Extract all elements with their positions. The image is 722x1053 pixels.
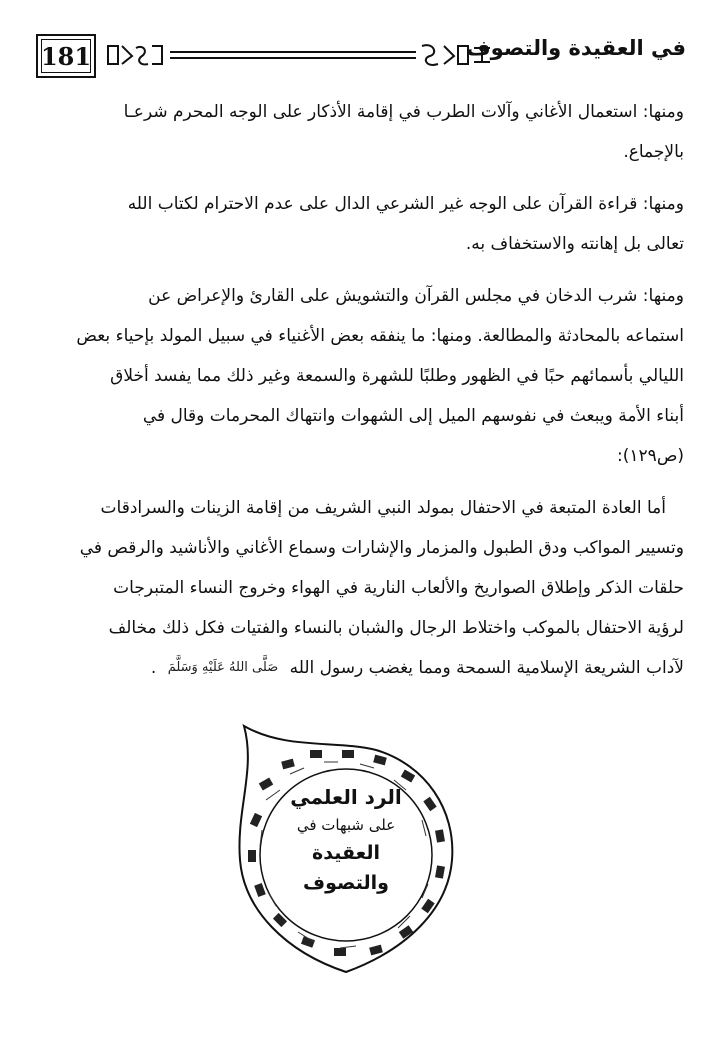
text-line: وتسيير المواكب ودق الطبول والمزمار والإشارات وسماع الأغاني والأناشيد والرقص في — [79, 538, 684, 558]
page-number-box — [36, 34, 96, 78]
text-line: لآداب الشريعة الإسلامية السمحة ومما يغضب رسول الله — [289, 658, 684, 678]
text-line: الليالي بأسمائهم حبًا في الظهور وطلبًا للشهرة والسمعة وغير ذلك مما يفسد أخلاق — [110, 366, 684, 386]
text-line: أما العادة المتبعة في الاحتفال بمولد النبي الشريف من إقامة الزينات والسرادقات — [100, 498, 666, 518]
book-emblem — [226, 720, 466, 980]
text-line: استماعه بالمحادثة والمطالعة. ومنها: ما ينفقه بعض الأغنياء في سبيل المولد بإحياء بعض — [76, 326, 684, 346]
page-header — [36, 30, 686, 88]
body-text — [36, 92, 684, 688]
text-line: ومنها: قراءة القرآن على الوجه غير الشرعي الدال على عدم الاحترام لكتاب الله — [127, 194, 684, 214]
final-period: . — [150, 658, 157, 678]
header-ornament — [104, 40, 494, 70]
page-number: 181 — [40, 41, 92, 71]
text-line: ومنها: استعمال الأغاني وآلات الطرب في إقامة الأذكار على الوجه المحرم شرعـا — [123, 102, 684, 122]
text-line: تعالى بل إهانته والاستخفاف به. — [465, 234, 684, 254]
text-line: لرؤية الاحتفال بالموكب واختلاط الرجال والشبان بالنساء والفتيات فكل ذلك مخالف — [108, 618, 684, 638]
text-line: أبناء الأمة ويبعث في نفوسهم الميل إلى الشهوات وانتهاك المحرمات وقال في — [142, 406, 684, 426]
running-title: في العقيدة والتصوف — [466, 36, 686, 60]
final-text-line — [36, 648, 684, 688]
text-line: (ص١٢٩): — [617, 446, 684, 466]
emblem-line-2: على شبهات في — [296, 816, 396, 834]
text-line: بالإجماع. — [623, 142, 684, 162]
emblem-text — [266, 782, 426, 898]
text-line: حلقات الذكر وإطلاق الصواريخ والألعاب النارية في الهواء وخروج النساء المتبرجات — [113, 578, 684, 598]
emblem-line-1: الرد العلمي — [290, 785, 402, 809]
honorific-glyph: صَلَّى اللهُ عَلَيْهِ وَسَلَّمَ — [167, 660, 279, 675]
text-line: ومنها: شرب الدخان في مجلس القرآن والتشويش على القارئ والإعراض عن — [148, 286, 684, 306]
emblem-line-3: العقيدة والتصوف — [303, 842, 389, 894]
